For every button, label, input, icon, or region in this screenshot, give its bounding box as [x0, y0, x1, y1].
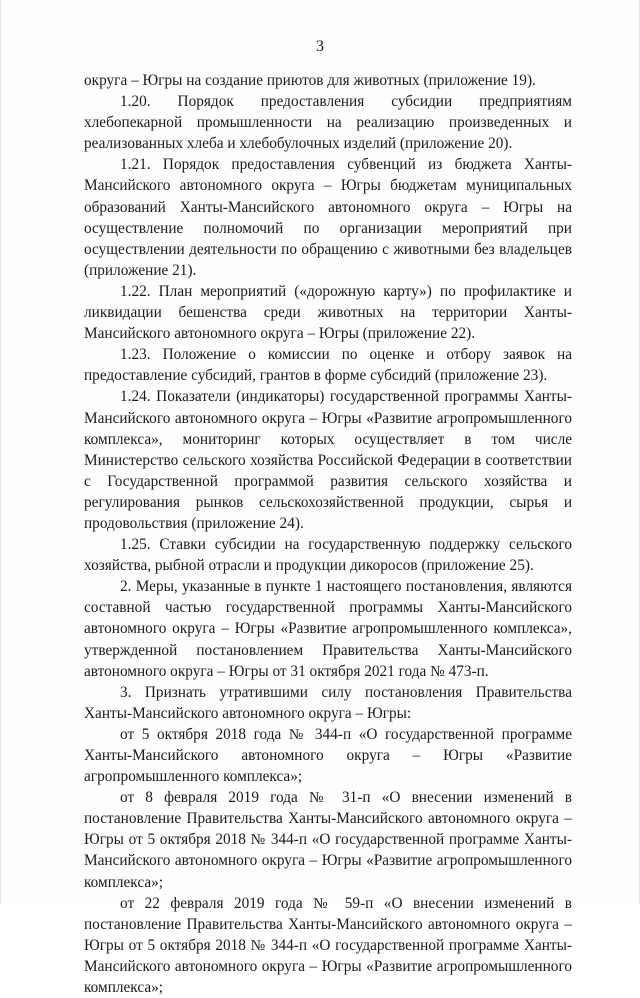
- paragraph-continuation: округа – Югры на создание приютов для животных (приложение 19).: [84, 72, 536, 89]
- paragraph-1-24: 1.24. Показатели (индикаторы) государственной программы Ханты-Мансийского автономного округа – Югры «Развитие агропромышленного комплекса», мониторинг которых осуществляет в том числе Министерство сельского хозяйства Российской Федерации в соответствии с Государственной программой развития сельского хозяйства и регулирования рынков сельскохозяйственной продукции, сырья и продовольствия (приложение 24).: [84, 388, 572, 532]
- repealed-act-59p: от 22 февраля 2019 года № 59-п «О внесении изменений в постановление Правительства Ханты-Мансийского автономного округа – Югры от 5 октября 2018 № 344-п «О государственной программе Ханты-Мансийского автономного округа – Югры «Развитие агропромышленного комплекса»;: [84, 894, 572, 997]
- document-body: [84, 70, 572, 998]
- paragraph-1-22: 1.22. План мероприятий («дорожную карту») по профилактике и ликвидации бешенства среди животных на территории Ханты-Мансийского автономного округа – Югры (приложение 22).: [84, 282, 572, 343]
- page-left-edge: [0, 0, 1, 905]
- paragraph-1-21: 1.21. Порядок предоставления субвенций из бюджета Ханты-Мансийского автономного округа – Югры бюджетам муниципальных образований Ханты-Мансийского автономного округа – Югры на осуществление полномочий по организации мероприятий при осуществлении деятельности по обращению с животными без владельцев (приложение 21).: [84, 156, 572, 279]
- paragraph-3: 3. Признать утратившими силу постановления Правительства Ханты-Мансийского автономного округа – Югры:: [84, 683, 572, 722]
- repealed-act-344p: от 5 октября 2018 года № 344-п «О государственной программе Ханты-Мансийского автономного округа – Югры «Развитие агропромышленного комплекса»;: [84, 725, 572, 786]
- paragraph-1-23: 1.23. Положение о комиссии по оценке и отбору заявок на предоставление субсидий, грантов в форме субсидий (приложение 23).: [84, 346, 572, 385]
- page-number: 3: [316, 38, 324, 55]
- paragraph-2: 2. Меры, указанные в пункте 1 настоящего постановления, являются составной частью государственной программы Ханты-Мансийского автономного округа – Югры «Развитие агропромышленного комплекса», утвержденной постановлением Правительства Ханты-Мансийского автономного округа – Югры от 31 октября 2021 года № 473-п.: [84, 578, 572, 680]
- paragraph-1-20: 1.20. Порядок предоставления субсидии предприятиям хлебопекарной промышленности на реализацию произведенных и реализованных хлеба и хлебобулочных изделий (приложение 20).: [84, 93, 572, 153]
- paragraph-1-25: 1.25. Ставки субсидии на государственную поддержку сельского хозяйства, рыбной отрасли и продукции дикоросов (приложение 25).: [84, 536, 572, 575]
- repealed-act-31p: от 8 февраля 2019 года № 31-п «О внесении изменений в постановление Правительства Ханты-Мансийского автономного округа – Югры от 5 октября 2018 № 344-п «О государственной программе Ханты-Мансийского автономного округа – Югры «Развитие агропромышленного комплекса»;: [84, 789, 572, 891]
